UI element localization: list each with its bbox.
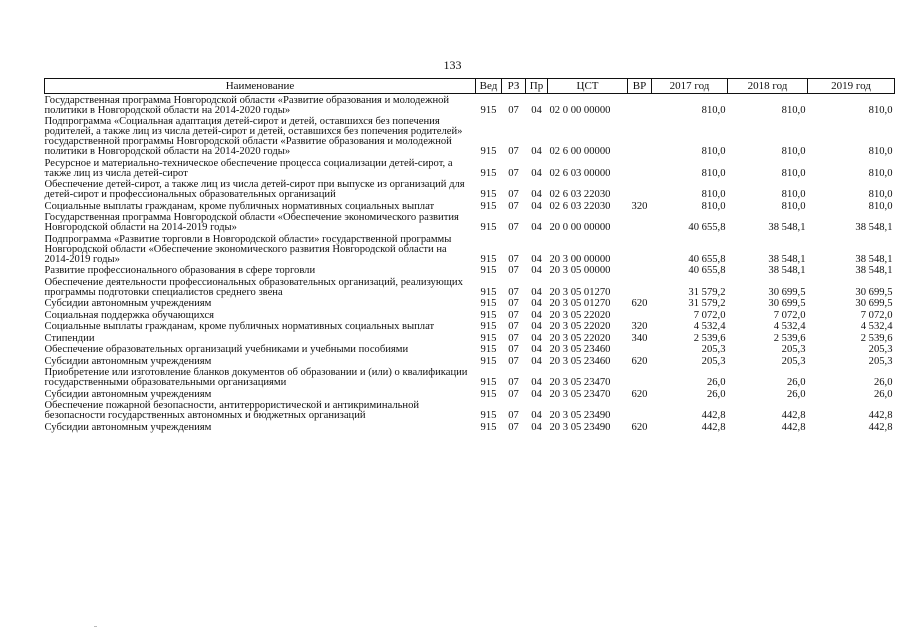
cell-rz: 07 — [508, 286, 519, 298]
cell-cst: 20 3 05 23490 — [549, 421, 611, 433]
cell-2019: 442,8 — [868, 421, 893, 433]
table-row — [45, 116, 895, 158]
cell-vr — [628, 233, 652, 265]
cell-2018: 30 699,5 — [768, 286, 806, 298]
cell-name: Государственная программа Новгородской области «Обеспечение экономического развития Новгородской области на 2014-2019 годы» — [44, 212, 459, 233]
cell-pr: 04 — [531, 332, 542, 344]
cell-2017: 26,0 — [706, 388, 726, 400]
cell-ved: 915 — [480, 332, 497, 344]
cell-vr: 620 — [631, 388, 648, 400]
cell-pr: 04 — [531, 410, 542, 421]
cell-2019: 810,0 — [868, 167, 893, 179]
cell-name: Обеспечение образовательных организаций учебниками и учебными пособиями — [44, 344, 409, 355]
scan-mark — [94, 626, 97, 627]
column-header-2018: 2018 год — [728, 79, 808, 94]
cell-rz: 07 — [508, 344, 519, 355]
cell-ved: 915 — [480, 321, 497, 332]
cell-pr: 04 — [531, 388, 542, 400]
cell-pr: 04 — [531, 146, 542, 157]
table-row — [45, 332, 895, 344]
cell-2017: 810,0 — [701, 200, 726, 212]
cell-vr — [628, 400, 652, 422]
cell-2018: 2 539,6 — [773, 332, 806, 344]
cell-ved: 915 — [480, 146, 497, 157]
cell-2017: 40 655,8 — [688, 265, 726, 276]
cell-vr: 340 — [631, 332, 648, 344]
cell-2019: 4 532,4 — [860, 321, 893, 332]
cell-name: Обеспечение детей-сирот, а также лиц из числа детей-сирот при выпуске из организаций для детей-сирот и профессиональных образовательных организаций — [44, 179, 465, 200]
cell-pr: 04 — [531, 222, 542, 233]
cell-pr: 04 — [531, 309, 542, 321]
cell-2018: 205,3 — [781, 355, 806, 367]
cell-name: Субсидии автономным учреждениям — [44, 355, 212, 367]
cell-2017: 810,0 — [701, 146, 726, 157]
cell-vr: 620 — [631, 355, 648, 367]
cell-ved: 915 — [480, 189, 497, 200]
cell-2019: 30 699,5 — [855, 298, 893, 309]
cell-2018: 810,0 — [781, 189, 806, 200]
table-row — [45, 265, 895, 277]
cell-ved: 915 — [480, 377, 497, 388]
column-header-rz: РЗ — [502, 79, 526, 94]
cell-2018: 810,0 — [781, 200, 806, 212]
cell-vr — [628, 265, 652, 277]
cell-ved: 915 — [480, 222, 497, 233]
table-row — [45, 421, 895, 433]
cell-name: Обеспечение пожарной безопасности, антитеррористической и антикриминальной безопасности государственных автономных и бюджетных организаций — [44, 400, 420, 421]
cell-cst: 02 0 00 00000 — [549, 104, 611, 116]
cell-vr — [628, 212, 652, 234]
cell-2018: 26,0 — [786, 377, 806, 388]
column-header-name: Наименование — [45, 79, 476, 94]
cell-rz: 07 — [508, 298, 519, 309]
cell-name: Обеспечение деятельности профессиональных образовательных организаций, реализующих программы подготовки специалистов среднего звена — [44, 276, 463, 298]
cell-name: Развитие профессионального образования в сфере торговли — [44, 265, 316, 276]
cell-2019: 2 539,6 — [860, 332, 893, 344]
cell-2018: 38 548,1 — [768, 253, 806, 265]
cell-ved: 915 — [480, 309, 497, 321]
cell-cst: 20 3 05 23460 — [549, 355, 611, 367]
cell-cst: 20 3 05 00000 — [549, 265, 611, 276]
cell-2019: 810,0 — [868, 189, 893, 200]
column-header-2019: 2019 год — [808, 79, 895, 94]
cell-rz: 07 — [508, 200, 519, 212]
cell-2017: 2 539,6 — [693, 332, 726, 344]
cell-pr: 04 — [531, 200, 542, 212]
cell-ved: 915 — [480, 167, 497, 179]
table-row — [45, 200, 895, 212]
cell-pr: 04 — [531, 355, 542, 367]
column-header-vr: ВР — [628, 79, 652, 94]
cell-cst: 02 6 03 22030 — [549, 189, 611, 200]
column-header-2017: 2017 год — [652, 79, 728, 94]
cell-2018: 442,8 — [781, 410, 806, 421]
cell-2017: 810,0 — [701, 189, 726, 200]
cell-name: Подпрограмма «Развитие торговли в Новгородской области» государственной программы Новгородской области «Обеспечение экономического развития Новгородской области на 2014-2019 годы» — [44, 233, 452, 265]
cell-2017: 40 655,8 — [688, 253, 726, 265]
cell-vr — [628, 367, 652, 389]
cell-ved: 915 — [480, 344, 497, 355]
cell-rz: 07 — [508, 309, 519, 321]
cell-pr: 04 — [531, 104, 542, 116]
cell-rz: 07 — [508, 421, 519, 433]
cell-2019: 810,0 — [868, 104, 893, 116]
cell-cst: 20 3 05 23470 — [549, 377, 611, 388]
cell-cst: 20 3 05 22020 — [549, 309, 611, 321]
cell-pr: 04 — [531, 253, 542, 265]
cell-2019: 38 548,1 — [855, 253, 893, 265]
cell-vr — [628, 179, 652, 201]
cell-pr: 04 — [531, 167, 542, 179]
cell-2019: 205,3 — [868, 344, 893, 355]
cell-2018: 810,0 — [781, 104, 806, 116]
cell-rz: 07 — [508, 321, 519, 332]
table-header — [45, 79, 895, 94]
cell-name: Социальные выплаты гражданам, кроме публичных нормативных социальных выплат — [44, 321, 435, 332]
cell-pr: 04 — [531, 298, 542, 309]
cell-ved: 915 — [480, 104, 497, 116]
cell-rz: 07 — [508, 104, 519, 116]
cell-ved: 915 — [480, 253, 497, 265]
cell-2019: 38 548,1 — [855, 265, 893, 276]
cell-2018: 38 548,1 — [768, 265, 806, 276]
cell-name: Ресурсное и материально-техническое обеспечение процесса социализации детей-сирот, а также лиц из числа детей-сирот — [44, 157, 453, 179]
cell-2017: 205,3 — [701, 344, 726, 355]
table-row — [45, 388, 895, 400]
cell-2017: 26,0 — [706, 377, 726, 388]
table-row — [45, 344, 895, 356]
cell-rz: 07 — [508, 146, 519, 157]
cell-name: Стипендии — [44, 332, 95, 344]
cell-cst: 02 6 00 00000 — [549, 146, 611, 157]
cell-name: Приобретение или изготовление бланков документов об образовании и (или) о квалификации государственными образовательными организациями — [44, 367, 468, 388]
cell-2017: 7 072,0 — [693, 309, 726, 321]
cell-vr — [628, 94, 652, 116]
cell-ved: 915 — [480, 298, 497, 309]
cell-name: Субсидии автономным учреждениям — [44, 388, 212, 400]
cell-2018: 30 699,5 — [768, 298, 806, 309]
cell-cst: 20 3 05 22020 — [549, 332, 611, 344]
cell-cst: 02 6 03 00000 — [549, 167, 611, 179]
cell-2019: 810,0 — [868, 146, 893, 157]
cell-2019: 810,0 — [868, 200, 893, 212]
table-row — [45, 298, 895, 310]
cell-ved: 915 — [480, 286, 497, 298]
cell-pr: 04 — [531, 265, 542, 276]
cell-vr — [628, 157, 652, 179]
cell-cst: 20 3 00 00000 — [549, 253, 611, 265]
page-number: 133 — [443, 58, 462, 72]
cell-vr: 320 — [631, 321, 648, 332]
cell-name: Социальная поддержка обучающихся — [44, 309, 215, 321]
cell-pr: 04 — [531, 377, 542, 388]
cell-name: Подпрограмма «Социальная адаптация детей-сирот и детей, оставшихся без попечения родителей, а также лиц из числа детей-сирот и детей, оставшихся без попечения родителей» государственной программы Новгородской области «Развитие образования и молодежной политики в Новгородской области на 2014-2020 годы» — [44, 116, 463, 157]
table-row — [45, 400, 895, 422]
cell-vr: 320 — [631, 200, 648, 212]
cell-ved: 915 — [480, 421, 497, 433]
cell-cst: 20 3 05 23460 — [549, 344, 611, 355]
table-row — [45, 233, 895, 265]
table-row — [45, 179, 895, 201]
cell-2018: 26,0 — [786, 388, 806, 400]
table-row — [45, 157, 895, 179]
cell-rz: 07 — [508, 167, 519, 179]
cell-2019: 38 548,1 — [855, 222, 893, 233]
cell-2017: 810,0 — [701, 104, 726, 116]
table-row — [45, 309, 895, 321]
cell-2017: 442,8 — [701, 421, 726, 433]
cell-cst: 20 3 05 01270 — [549, 286, 611, 298]
cell-2017: 31 579,2 — [688, 286, 726, 298]
cell-rz: 07 — [508, 265, 519, 276]
cell-rz: 07 — [508, 253, 519, 265]
cell-2017: 810,0 — [701, 167, 726, 179]
cell-vr — [628, 116, 652, 158]
cell-ved: 915 — [480, 200, 497, 212]
table-row — [45, 367, 895, 389]
cell-name: Субсидии автономным учреждениям — [44, 298, 212, 309]
table-row — [45, 94, 895, 116]
cell-2018: 442,8 — [781, 421, 806, 433]
cell-2017: 31 579,2 — [688, 298, 726, 309]
cell-cst: 20 3 05 23470 — [549, 388, 611, 400]
cell-2018: 7 072,0 — [773, 309, 806, 321]
cell-rz: 07 — [508, 222, 519, 233]
cell-ved: 915 — [480, 265, 497, 276]
cell-vr: 620 — [631, 421, 648, 433]
cell-vr: 620 — [631, 298, 648, 309]
cell-name: Субсидии автономным учреждениям — [44, 421, 212, 433]
cell-2017: 205,3 — [701, 355, 726, 367]
cell-2019: 30 699,5 — [855, 286, 893, 298]
cell-pr: 04 — [531, 344, 542, 355]
cell-2018: 4 532,4 — [773, 321, 806, 332]
table-row — [45, 276, 895, 298]
cell-rz: 07 — [508, 355, 519, 367]
cell-vr — [628, 344, 652, 356]
cell-pr: 04 — [531, 286, 542, 298]
table-row — [45, 212, 895, 234]
budget-table — [44, 78, 895, 433]
cell-rz: 07 — [508, 410, 519, 421]
cell-2018: 810,0 — [781, 167, 806, 179]
cell-2018: 810,0 — [781, 146, 806, 157]
cell-ved: 915 — [480, 355, 497, 367]
cell-2019: 26,0 — [873, 377, 893, 388]
cell-rz: 07 — [508, 189, 519, 200]
cell-pr: 04 — [531, 321, 542, 332]
table-body — [45, 94, 895, 433]
cell-pr: 04 — [531, 421, 542, 433]
cell-cst: 20 3 05 01270 — [549, 298, 611, 309]
cell-name: Государственная программа Новгородской области «Развитие образования и молодежной политики в Новгородской области на 2014-2020 годы» — [44, 94, 450, 116]
cell-2019: 7 072,0 — [860, 309, 893, 321]
cell-vr — [628, 276, 652, 298]
cell-name: Социальные выплаты гражданам, кроме публичных нормативных социальных выплат — [44, 200, 435, 212]
table-row — [45, 355, 895, 367]
cell-vr — [628, 309, 652, 321]
cell-cst: 20 3 05 23490 — [549, 410, 611, 421]
column-header-pr: Пр — [526, 79, 548, 94]
cell-ved: 915 — [480, 410, 497, 421]
cell-cst: 20 0 00 00000 — [549, 222, 611, 233]
cell-cst: 02 6 03 22030 — [549, 200, 611, 212]
cell-2017: 40 655,8 — [688, 222, 726, 233]
cell-2019: 442,8 — [868, 410, 893, 421]
cell-cst: 20 3 05 22020 — [549, 321, 611, 332]
column-header-cst: ЦСТ — [548, 79, 628, 94]
column-header-ved: Вед — [476, 79, 502, 94]
cell-rz: 07 — [508, 388, 519, 400]
cell-rz: 07 — [508, 377, 519, 388]
cell-2018: 205,3 — [781, 344, 806, 355]
cell-2019: 205,3 — [868, 355, 893, 367]
cell-2017: 442,8 — [701, 410, 726, 421]
table-row — [45, 321, 895, 333]
cell-rz: 07 — [508, 332, 519, 344]
cell-ved: 915 — [480, 388, 497, 400]
cell-2019: 26,0 — [873, 388, 893, 400]
cell-2017: 4 532,4 — [693, 321, 726, 332]
cell-2018: 38 548,1 — [768, 222, 806, 233]
cell-pr: 04 — [531, 189, 542, 200]
